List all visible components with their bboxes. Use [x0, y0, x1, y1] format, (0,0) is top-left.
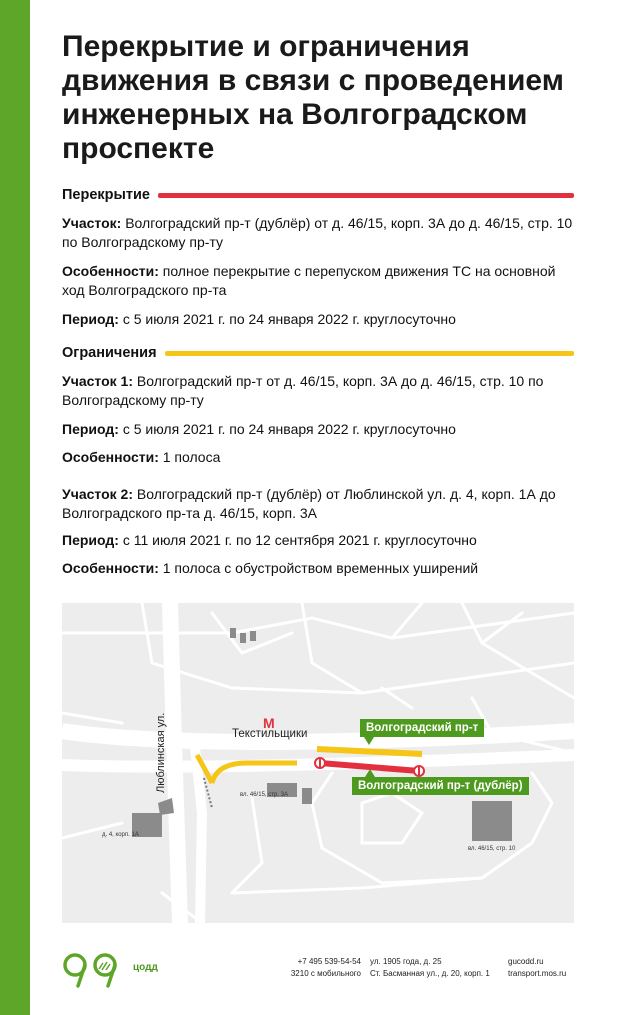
footer-addresses [370, 956, 490, 980]
footer-site-2[interactable]: transport.mos.ru [508, 969, 567, 978]
footer-sites [508, 956, 566, 980]
footer-site-1[interactable]: gucodd.ru [508, 957, 544, 966]
restriction-2-section: Участок 2: Волгоградский пр-т (дублёр) от Люблинской ул. д. 4, корп. 1А до Волгоградского пр-та д. 46/15, корп. 3А [62, 486, 556, 521]
footer-mobile: 3210 с мобильного [290, 969, 361, 978]
building-label-3a: вл. 46/15, стр. 3А [240, 792, 288, 798]
restriction-1-features: Особенности: 1 полоса [62, 449, 221, 465]
closure-section: Участок: Волгоградский пр-т (дублёр) от д. 46/15, корп. 3А до д. 46/15, стр. 10 по Волгоградскому пр-ту [62, 215, 573, 250]
closure-features: Особенности: полное перекрытие с перепуском движения ТС на основной ход Волгоградского пр-та [62, 263, 556, 298]
codd-logo-icon [62, 952, 130, 988]
restrictions-heading [62, 343, 574, 363]
lublinskaya-street-label: Люблинская ул. [155, 712, 167, 793]
closure-red-line [158, 193, 574, 198]
metro-icon: М [263, 715, 275, 731]
footer-address-2: Ст. Басманная ул., д. 20, корп. 1 [370, 969, 490, 978]
left-accent-bar [0, 0, 30, 1015]
page-title: Перекрытие и ограничения движения в связи с проведением инженерных на Волгоградском проспекте [62, 30, 564, 165]
restrictions-heading-label: Ограничения [62, 345, 157, 361]
closure-heading-label: Перекрытие [62, 187, 150, 203]
map-roads [62, 603, 574, 923]
brand-name: цодд [133, 962, 158, 973]
closure-heading [62, 185, 574, 205]
restriction-2-period: Период: с 11 июля 2021 г. по 12 сентября 2021 г. круглосуточно [62, 532, 477, 548]
footer-address-1: ул. 1905 года, д. 25 [370, 957, 442, 966]
main-avenue-callout: Волгоградский пр-т [360, 719, 484, 737]
map [62, 603, 574, 923]
building-label-1a: д. 4, корп. 1А [102, 832, 139, 838]
footer-phones [275, 956, 361, 980]
restrictions-yellow-line [165, 351, 574, 356]
restriction-1-period: Период: с 5 июля 2021 г. по 24 января 2022 г. круглосуточно [62, 421, 456, 437]
restriction-1-section: Участок 1: Волгоградский пр-т от д. 46/15, корп. 3А до д. 46/15, стр. 10 по Волгоградскому пр-ту [62, 373, 544, 408]
building-label-10: вл. 46/15, стр. 10 [468, 846, 516, 852]
footer-phone: +7 495 539-54-54 [297, 957, 361, 966]
dubler-callout: Волгоградский пр-т (дублёр) [352, 777, 529, 795]
restriction-2-features: Особенности: 1 полоса с обустройством временных уширений [62, 560, 479, 576]
closure-period: Период: с 5 июля 2021 г. по 24 января 2022 г. круглосуточно [62, 311, 456, 327]
metro-station-label: Текстильщики [232, 728, 308, 740]
